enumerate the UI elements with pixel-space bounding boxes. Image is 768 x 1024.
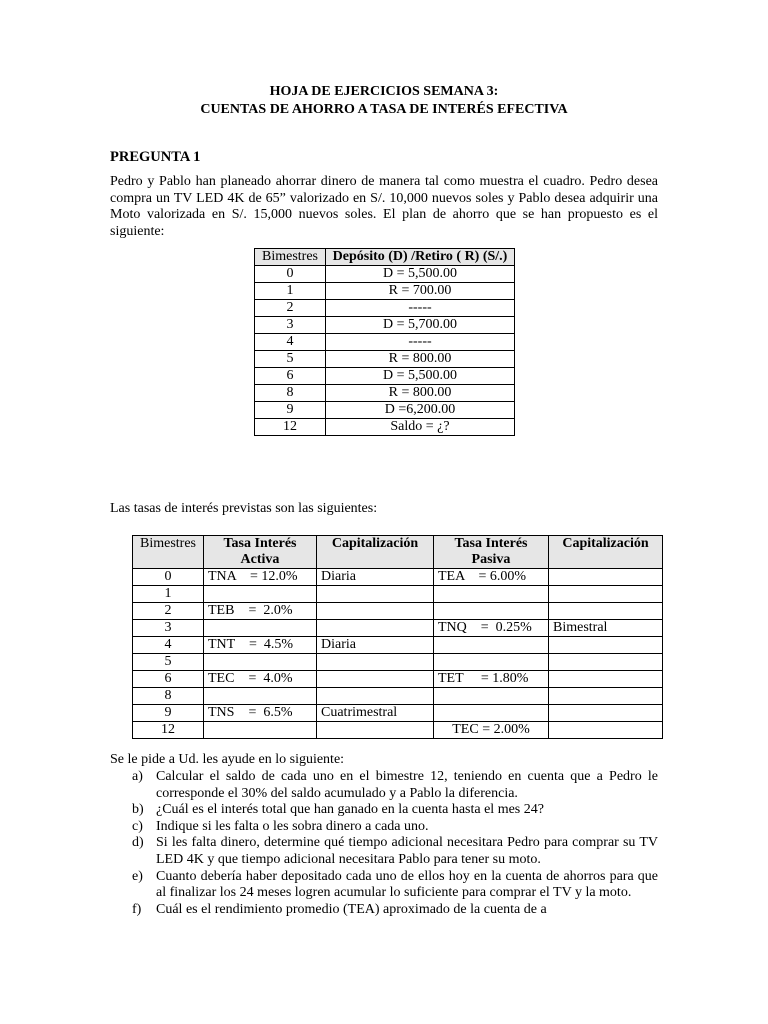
rates-cell-capitalization-passive	[549, 688, 663, 705]
table-row	[255, 266, 515, 283]
tasks-intro: Se le pide a Ud. les ayude en lo siguiente:	[110, 752, 345, 767]
rates-header-bimestres: Bimestres	[133, 536, 204, 569]
interest-rates-table	[132, 535, 663, 739]
rates-cell-active-rate: TNA = 12.0%	[204, 569, 317, 586]
plan-cell-bimestre: 9	[255, 402, 326, 419]
table-row	[133, 654, 663, 671]
rates-cell-capitalization-passive	[549, 705, 663, 722]
rates-cell-active-rate	[204, 654, 317, 671]
rates-cell-capitalization-active	[317, 586, 434, 603]
rates-cell-capitalization-passive	[549, 654, 663, 671]
rates-cell-bimestre: 2	[133, 603, 204, 620]
table-row	[133, 569, 663, 586]
table-row	[133, 705, 663, 722]
plan-cell-movement: D = 5,700.00	[326, 317, 515, 334]
plan-cell-movement: Saldo = ¿?	[326, 419, 515, 436]
list-item	[110, 802, 658, 819]
plan-cell-movement: -----	[326, 334, 515, 351]
table-row	[255, 334, 515, 351]
rates-cell-capitalization-active	[317, 722, 434, 739]
plan-cell-bimestre: 1	[255, 283, 326, 300]
rates-cell-active-rate: TEC = 4.0%	[204, 671, 317, 688]
rates-intro: Las tasas de interés previstas son las siguientes:	[110, 501, 378, 516]
rates-cell-capitalization-passive	[549, 637, 663, 654]
plan-cell-movement: R = 800.00	[326, 351, 515, 368]
list-item	[110, 869, 658, 902]
plan-cell-movement: -----	[326, 300, 515, 317]
rates-cell-capitalization-active	[317, 671, 434, 688]
rates-cell-passive-rate	[434, 654, 549, 671]
rates-cell-bimestre: 5	[133, 654, 204, 671]
plan-cell-movement: D = 5,500.00	[326, 266, 515, 283]
rates-cell-active-rate	[204, 688, 317, 705]
table-row	[255, 351, 515, 368]
table-row	[255, 317, 515, 334]
plan-header-movement: Depósito (D) /Retiro ( R) (S/.)	[326, 249, 515, 266]
list-item-text: Calcular el saldo de cada uno en el bimestre 12, teniendo en cuenta que a Pedro le corresponde el 30% del saldo acumulado y a Pablo la diferencia.	[156, 769, 658, 801]
rates-cell-passive-rate: TEA = 6.00%	[434, 569, 549, 586]
rates-cell-passive-rate	[434, 705, 549, 722]
rates-cell-passive-rate	[434, 603, 549, 620]
rates-cell-bimestre: 4	[133, 637, 204, 654]
question-intro: Pedro y Pablo han planeado ahorrar dinero de manera tal como muestra el cuadro. Pedro desea compra un TV LED 4K de 65” valorizado en S/. 10,000 nuevos soles y Pablo desea adquirir una Moto valorizada en S/. 15,000 nuevos soles. El plan de ahorro que se han propuesto es el siguiente:	[110, 174, 658, 239]
plan-cell-movement: D = 5,500.00	[326, 368, 515, 385]
list-item-marker: e)	[132, 868, 143, 884]
list-item	[110, 902, 658, 919]
table-row	[133, 688, 663, 705]
plan-cell-bimestre: 5	[255, 351, 326, 368]
rates-cell-active-rate: TNS = 6.5%	[204, 705, 317, 722]
table-row	[133, 722, 663, 739]
rates-cell-active-rate: TEB = 2.0%	[204, 603, 317, 620]
rates-cell-capitalization-passive: Bimestral	[549, 620, 663, 637]
rates-cell-passive-rate: TEC = 2.00%	[434, 722, 549, 739]
table-row	[133, 671, 663, 688]
rates-cell-bimestre: 6	[133, 671, 204, 688]
list-item-text: Indique si les falta o les sobra dinero a cada uno.	[156, 818, 429, 834]
rates-cell-passive-rate: TNQ = 0.25%	[434, 620, 549, 637]
task-list	[110, 769, 658, 918]
plan-cell-bimestre: 2	[255, 300, 326, 317]
list-item-text: Si les falta dinero, determine qué tiempo adicional necesitara Pedro para comprar su TV LED 4K y que tiempo adicional necesitara Pablo para tener su moto.	[156, 835, 658, 867]
table-row	[255, 283, 515, 300]
table-row	[255, 419, 515, 436]
plan-cell-bimestre: 8	[255, 385, 326, 402]
rates-cell-capitalization-passive	[549, 586, 663, 603]
list-item	[110, 835, 658, 868]
rates-cell-capitalization-active: Diaria	[317, 569, 434, 586]
list-item-marker: a)	[132, 769, 143, 784]
plan-cell-bimestre: 0	[255, 266, 326, 283]
savings-plan-table	[254, 248, 515, 436]
rates-cell-capitalization-active	[317, 620, 434, 637]
list-item	[110, 819, 658, 836]
plan-table-body	[255, 266, 515, 436]
rates-cell-capitalization-passive	[549, 603, 663, 620]
question-heading: PREGUNTA 1	[110, 149, 201, 165]
plan-header-bimestres: Bimestres	[255, 249, 326, 266]
page-title-line2: CUENTAS DE AHORRO A TASA DE INTERÉS EFECTIVA	[200, 102, 568, 117]
plan-cell-bimestre: 4	[255, 334, 326, 351]
rates-cell-active-rate	[204, 722, 317, 739]
rates-cell-active-rate	[204, 620, 317, 637]
plan-cell-bimestre: 6	[255, 368, 326, 385]
table-row	[255, 368, 515, 385]
rates-cell-active-rate	[204, 586, 317, 603]
table-row	[133, 603, 663, 620]
rates-cell-bimestre: 3	[133, 620, 204, 637]
rates-cell-passive-rate	[434, 688, 549, 705]
rates-cell-bimestre: 12	[133, 722, 204, 739]
table-row	[133, 637, 663, 654]
list-item-text: Cuál es el rendimiento promedio (TEA) aproximado de la cuenta de a	[156, 901, 547, 917]
list-item-text: ¿Cuál es el interés total que han ganado en la cuenta hasta el mes 24?	[156, 802, 544, 818]
rates-cell-capitalization-active	[317, 688, 434, 705]
rates-header-active-rate: Tasa Interés Activa	[204, 536, 317, 569]
rates-table-body	[133, 569, 663, 739]
rates-header-capitalization-active: Capitalización	[317, 536, 434, 569]
list-item-marker: f)	[132, 901, 142, 917]
rates-cell-capitalization-passive	[549, 569, 663, 586]
page-title-line1: HOJA DE EJERCICIOS SEMANA 3:	[269, 84, 499, 99]
rates-header-capitalization-passive: Capitalización	[549, 536, 663, 569]
rates-cell-active-rate: TNT = 4.5%	[204, 637, 317, 654]
plan-cell-movement: R = 700.00	[326, 283, 515, 300]
rates-cell-passive-rate	[434, 637, 549, 654]
list-item-marker: d)	[132, 835, 144, 851]
plan-cell-movement: R = 800.00	[326, 385, 515, 402]
rates-cell-capitalization-active	[317, 654, 434, 671]
plan-cell-bimestre: 3	[255, 317, 326, 334]
rates-cell-capitalization-active: Cuatrimestral	[317, 705, 434, 722]
list-item	[110, 769, 658, 802]
rates-cell-bimestre: 8	[133, 688, 204, 705]
list-item-marker: b)	[132, 802, 144, 818]
rates-cell-bimestre: 1	[133, 586, 204, 603]
rates-cell-passive-rate: TET = 1.80%	[434, 671, 549, 688]
rates-cell-capitalization-active	[317, 603, 434, 620]
rates-cell-capitalization-passive	[549, 722, 663, 739]
list-item-marker: c)	[132, 818, 143, 834]
table-row	[255, 402, 515, 419]
table-row	[255, 385, 515, 402]
plan-cell-bimestre: 12	[255, 419, 326, 436]
rates-header-passive-rate: Tasa Interés Pasiva	[434, 536, 549, 569]
table-row	[133, 620, 663, 637]
rates-cell-bimestre: 9	[133, 705, 204, 722]
plan-cell-movement: D =6,200.00	[326, 402, 515, 419]
rates-cell-bimestre: 0	[133, 569, 204, 586]
rates-cell-passive-rate	[434, 586, 549, 603]
table-row	[255, 300, 515, 317]
rates-cell-capitalization-active: Diaria	[317, 637, 434, 654]
rates-cell-capitalization-passive	[549, 671, 663, 688]
table-row	[133, 586, 663, 603]
list-item-text: Cuanto debería haber depositado cada uno de ellos hoy en la cuenta de ahorros para que al finalizar los 24 meses logren acumular lo suficiente para comprar el TV y la moto.	[156, 868, 658, 901]
